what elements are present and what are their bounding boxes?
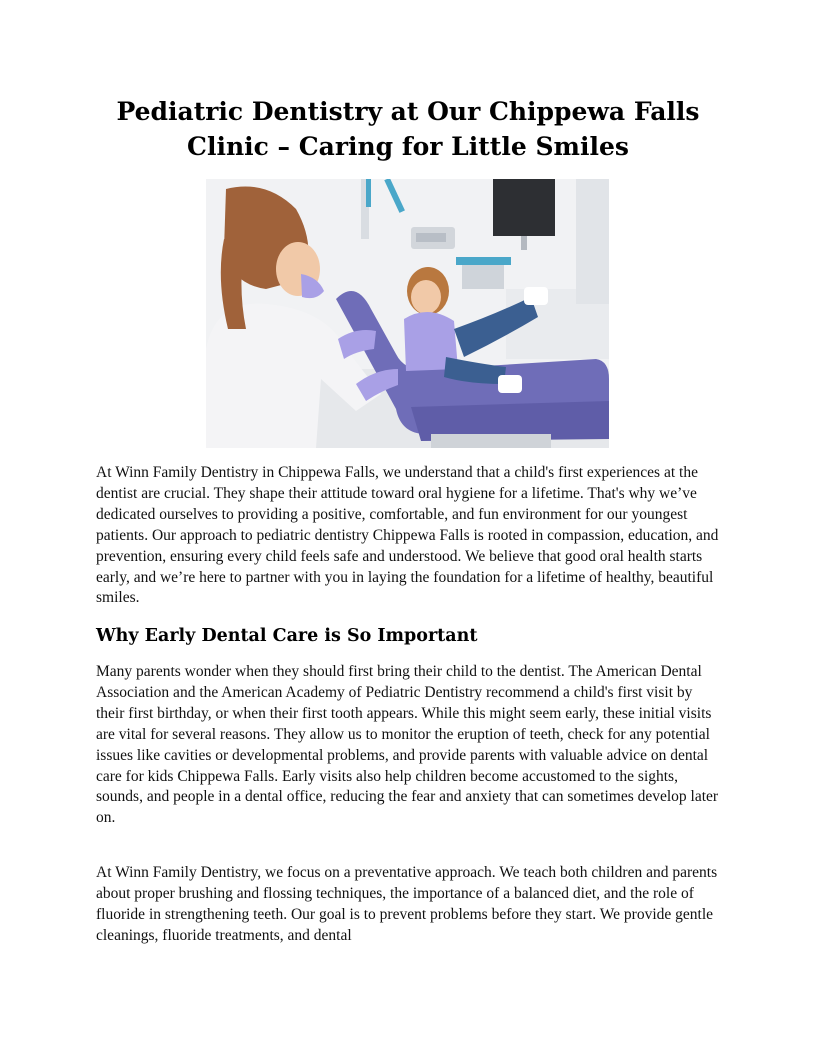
dentist-with-child-photo [206,179,609,448]
photo-illustration [206,179,609,448]
section-heading-early-care: Why Early Dental Care is So Important [96,626,478,646]
intro-paragraph: At Winn Family Dentistry in Chippewa Falls, we understand that a child's first experiences at the dentist are crucial. They shape their attitude toward oral hygiene for a lifetime. That's why we’ve dedicated ourselves to providing a positive, comfortable, and fun environment for our youngest patients. Our approach to pediatric dentistry Chippewa Falls is rooted in compassion, education, and prevention, ensuring every child feels safe and understood. We believe that good oral health starts early, and we’re here to partner with you in laying the foundation for a lifetime of healthy, beautiful smiles. [96,464,719,607]
early-care-paragraph: Many parents wonder when they should first bring their child to the dentist. The American Dental Association and the American Academy of Pediatric Dentistry recommend a child's first visit by their first birthday, or when their first tooth appears. While this might seem early, these initial visits are vital for several reasons. They allow us to monitor the eruption of teeth, check for any potential issues like cavities or developmental problems, and provide parents with valuable advice on dental care for kids Chippewa Falls. Early visits also help children become accustomed to the sights, sounds, and people in a dental office, reducing the fear and anxiety that can sometimes develop later on. [96,663,719,827]
preventive-paragraph: At Winn Family Dentistry, we focus on a preventative approach. We teach both children and parents about proper brushing and flossing techniques, the importance of a balanced diet, and the role of fluoride in strengthening teeth. Our goal is to prevent problems before they start. We provide gentle cleanings, fluoride treatments, and dental [96,864,718,944]
page-title: Pediatric Dentistry at Our Chippewa Falls Clinic – Caring for Little Smiles [116,97,700,161]
